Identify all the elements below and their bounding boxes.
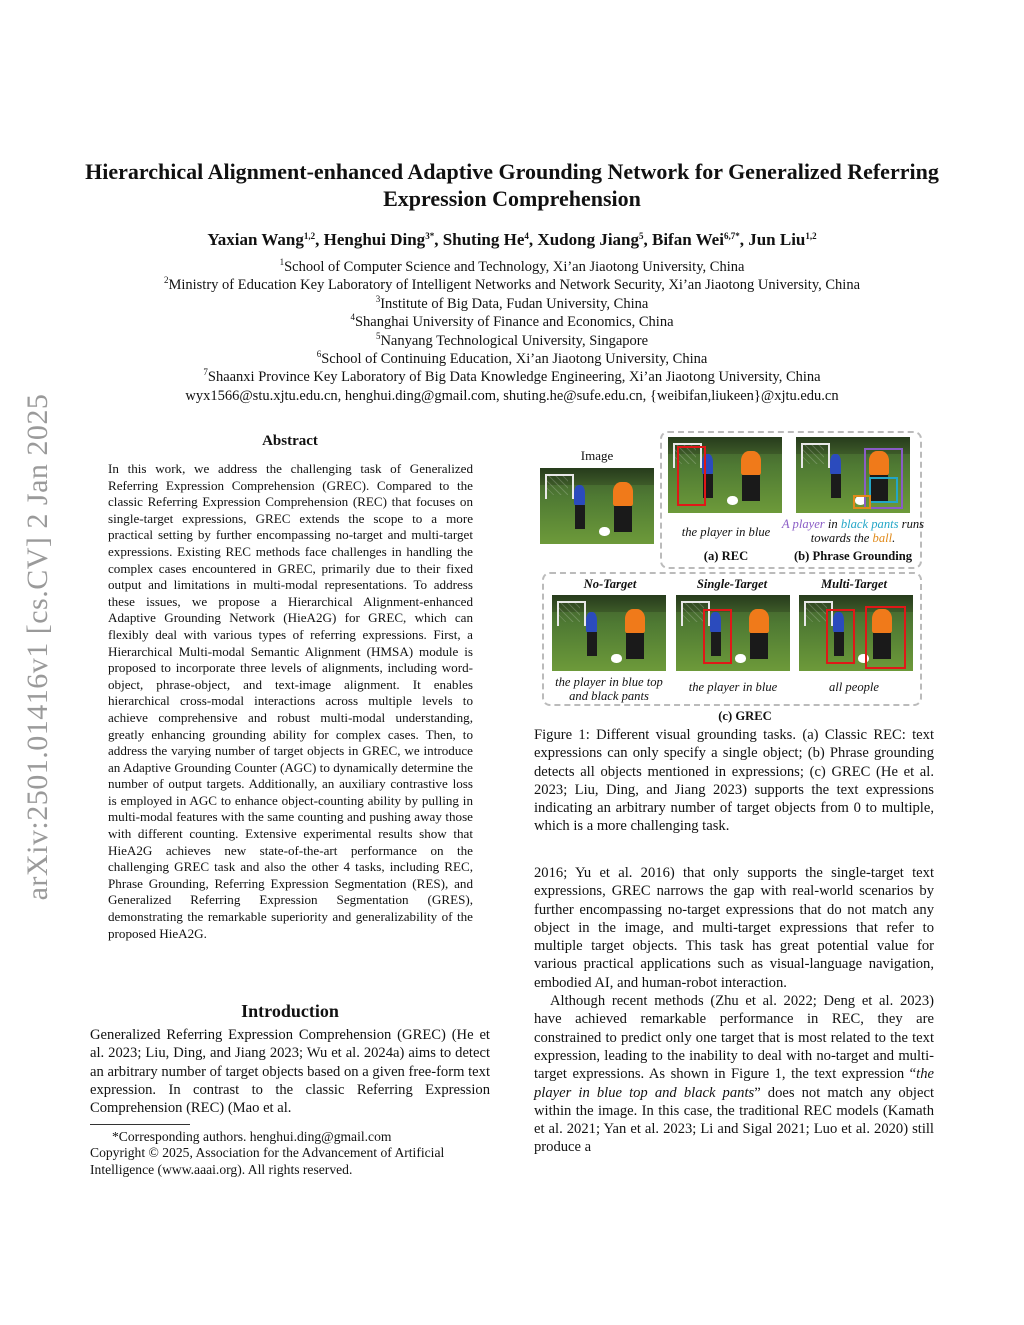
no-target-photo xyxy=(552,595,666,671)
rec-target-box xyxy=(677,446,706,506)
rec-expression: the player in blue xyxy=(681,525,771,539)
abstract-heading: Abstract xyxy=(262,433,318,449)
image-label: Image xyxy=(580,448,614,463)
introduction-heading: Introduction xyxy=(241,1001,339,1021)
affiliations xyxy=(60,258,964,405)
affiliation: $^4$Shanghai University of Finance and Economics, China xyxy=(350,312,674,331)
phrase-grounding-expression: A player in black pants runs towards the ball. xyxy=(781,517,925,545)
no-target-expression: the player in blue top and black pants xyxy=(555,675,663,703)
author: Yaxian Wang xyxy=(207,230,304,249)
author-list: Yaxian Wang$^{1,2}$, Henghui Ding$^{3*}$, Shuting He$^4$, Xudong Jiang$^5$, Bifan Wei$^{6,7*}$, Jun Liu$^{1,2}$ xyxy=(207,230,817,249)
paper-title: Hierarchical Alignment-enhanced Adaptive Grounding Network for Generalized Referring Expression Comprehension xyxy=(85,159,939,211)
affiliation: $^5$Nanyang Technological University, Singapore xyxy=(375,330,649,349)
phrase-grounding-photo xyxy=(796,437,910,513)
single-target-box xyxy=(703,609,732,665)
introduction-text: Generalized Referring Expression Comprehension (GREC) (He et al. 2023; Liu, Ding, and Jiang 2023; Wu et al. 2024a) aims to detect an arbitrary number of target objects based on a given free-form text expression. In contrast to the classic Referring Expression Comprehension (REC) (Mao et al. xyxy=(90,1027,490,1117)
input-photo xyxy=(540,468,654,544)
author: Bifan Wei xyxy=(652,230,724,249)
single-target-expression: the player in blue xyxy=(688,680,778,694)
affiliation: $^1$School of Computer Science and Technology, Xi’an Jiaotong University, China xyxy=(279,257,745,275)
affiliation: $^3$Institute of Big Data, Fudan University, China xyxy=(375,293,649,312)
arxiv-stamp: arXiv:2501.01416v1 [cs.CV] 2 Jan 2025 xyxy=(21,393,54,901)
paragraph: 2016; Yu et al. 2016) that only supports the single-target text expressions, GREC narrows the gap with real-world scenarios by further encompassing no-target expressions that do not match any object in the image, and multi-target expressions that refer to multiple target objects. This task has great potential value for various practical applications such as visual-language navigation, embodied AI, and human-robot interaction. xyxy=(534,865,934,991)
email-line: wyx1566@stu.xjtu.edu.cn, henghui.ding@gmail.com, shuting.he@sufe.edu.cn, {weibifan,liukeen}@xjtu.edu.cn xyxy=(185,387,839,404)
affiliation: $^7$Shaanxi Province Key Laboratory of Big Data Knowledge Engineering, Xi’an Jiaotong University, China xyxy=(203,367,821,386)
ball-box xyxy=(853,495,871,510)
multi-target-box-1 xyxy=(826,609,855,665)
rec-photo xyxy=(668,437,782,513)
abstract-text: In this work, we address the challenging task of Generalized Referring Expression Comprehension (GREC). Compared to the classic Referring Expression Comprehension (REC) that focuses on single-target expressions, GREC extends the scope to a more practical setting by further encompassing no-target and multi-target expressions. Existing REC methods face challenges in handling the complex cases encountered in GREC, primarily due to their fixed output and limitations in multi-modal representations. To address these issues, we propose a Hierarchical Alignment-enhanced Adaptive Grounding Network (HieA2G) for GREC, which can flexibly deal with various types of referring expressions. First, a Hierarchical Multi-modal Semantic Alignment (HMSA) module is proposed to incorporate three levels of alignments, including word-object, phrase-object, and text-image alignment. It enables hierarchical cross-modal interactions across multiple levels to achieve comprehensive and robust multi-modal understanding, greatly enhancing grounding ability for complex cases. Then, to address the varying number of target objects in GREC, we introduce an Adaptive Grounding Counter (AGC) to dynamically determine the number of output targets. Additionally, an auxiliary contrastive loss is employed in AGC to enhance object-counting ability by pulling in multi-modal features with the same counting and pushing away those with different counting. Extensive experimental results show that HieA2G achieves new state-of-the-art performance on the challenging GREC task and also the other 4 tasks, including REC, Phrase Grounding, Referring Expression Segmentation (RES), and Generalized Referring Expression Segmentation (GRES), demonstrating the remarkable superiority and generalizability of the proposed HieA2G. xyxy=(108,461,473,941)
affiliation: $^2$Ministry of Education Key Laboratory of Intelligent Networks and Network Security, Xi’an Jiaotong University, China xyxy=(163,275,861,294)
multi-target-box-2 xyxy=(865,606,905,669)
multi-target-photo xyxy=(799,595,913,671)
rec-label: (a) REC xyxy=(703,549,749,563)
paragraph: Although recent methods (Zhu et al. 2022; Deng et al. 2023) have achieved remarkable performance in REC, they are constrained to predict only one target that is most related to the text expression, leading to the inability to deal with no-target and multi-target expressions. As shown in Figure 1, the text expression “the player in blue top and black pants” does not match any object within the image. In this case, the traditional REC models (Kamath et al. 2021; Yan et al. 2023; Li and Sigal 2021; Luo et al. 2020) still produce a xyxy=(534,993,934,1156)
single-target-heading: Single-Target xyxy=(696,577,768,591)
grec-label: (c) GREC xyxy=(718,709,772,723)
footnote xyxy=(90,1129,490,1178)
author: Shuting He xyxy=(442,230,525,249)
figure-caption: Figure 1: Different visual grounding tasks. (a) Classic REC: text expressions can only specify a single object; (b) Phrase grounding detects all objects mentioned in expressions; (c) GREC (He et al. 2023; Liu, Ding, and Jiang 2023) supports the text expressions indicating an arbitrary number of target objects from 0 to multiple, which is a more challenging task. xyxy=(534,727,934,835)
author: Xudong Jiang xyxy=(537,230,639,249)
footnote-rule xyxy=(90,1124,190,1125)
copyright-note: Copyright © 2025, Association for the Advancement of Artificial Intelligence (www.aaai.org). All rights reserved. xyxy=(90,1145,445,1177)
multi-target-expression: all people xyxy=(828,680,879,694)
multi-target-heading: Multi-Target xyxy=(820,577,887,591)
single-target-photo xyxy=(676,595,790,671)
author: Jun Liu xyxy=(748,230,806,249)
phrase-grounding-label: (b) Phrase Grounding xyxy=(793,549,913,563)
corresponding-note: *Corresponding authors. henghui.ding@gmail.com xyxy=(112,1129,392,1144)
author: Henghui Ding xyxy=(323,230,426,249)
pants-box xyxy=(869,477,898,504)
affiliation: $^6$School of Continuing Education, Xi’an Jiaotong University, China xyxy=(316,349,708,368)
no-target-heading: No-Target xyxy=(583,577,637,591)
right-column-text xyxy=(534,864,934,1157)
